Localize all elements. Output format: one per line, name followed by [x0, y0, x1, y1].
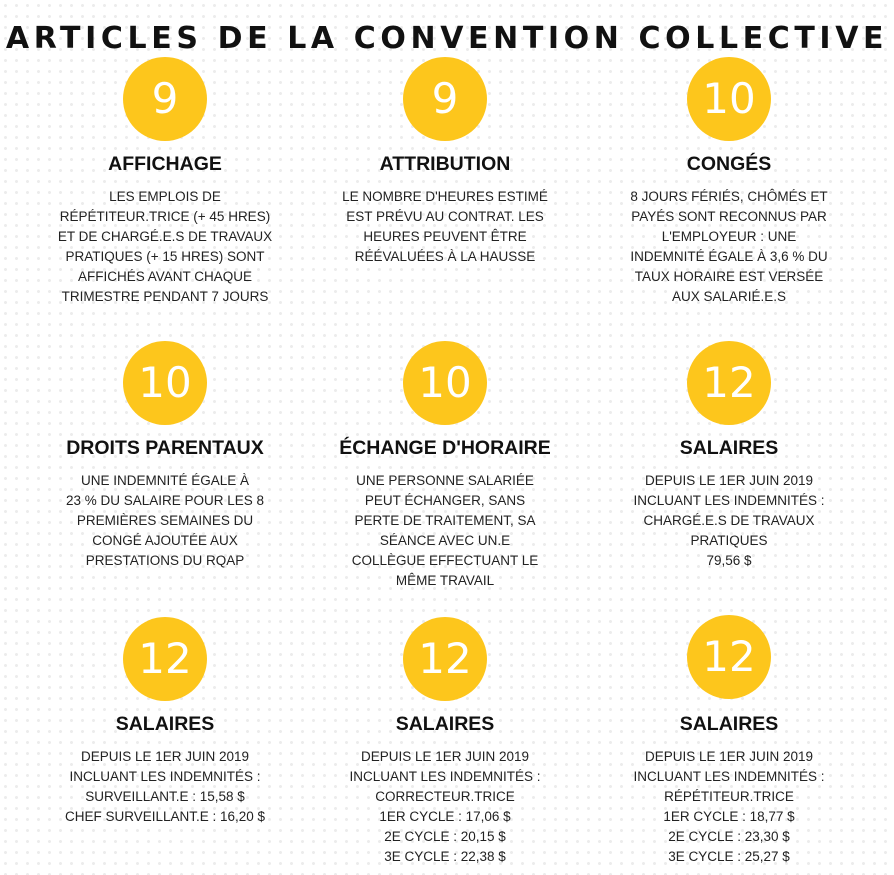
article-text-line: CORRECTEUR.TRICE: [375, 789, 515, 804]
article-title: CONGÉS: [686, 153, 772, 175]
article-number-badge: 9: [123, 57, 207, 141]
article-text-line: PRATIQUES: [690, 533, 768, 548]
article-text-line: LE NOMBRE D'HEURES ESTIMÉ: [342, 189, 548, 204]
article-number-badge: 12: [123, 617, 207, 701]
article-text-line: 2E CYCLE : 23,30 $: [668, 829, 790, 844]
article-title: AFFICHAGE: [108, 153, 222, 175]
article-number-badge: 12: [403, 617, 487, 701]
article-text-line: CHEF SURVEILLANT.E : 16,20 $: [64, 809, 266, 824]
article-number-badge: 10: [403, 341, 487, 425]
article-number-badge: 12: [687, 341, 771, 425]
article-text-line: MÊME TRAVAIL: [395, 573, 495, 588]
article-card-conges: [609, 57, 849, 307]
article-text-line: PRATIQUES (+ 15 HRES) SONT: [65, 249, 265, 264]
article-text-line: PRESTATIONS DU RQAP: [85, 553, 245, 568]
article-text-line: INCLUANT LES INDEMNITÉS :: [633, 493, 825, 508]
article-description: [325, 471, 565, 591]
article-text-line: ET DE CHARGÉ.E.S DE TRAVAUX: [57, 229, 273, 244]
article-text-line: 1ER CYCLE : 18,77 $: [663, 809, 795, 824]
article-number-badge: 9: [403, 57, 487, 141]
article-title: SALAIRES: [395, 713, 495, 735]
article-title: SALAIRES: [679, 437, 779, 459]
article-text-line: 3E CYCLE : 25,27 $: [668, 849, 790, 864]
article-text-line: DEPUIS LE 1ER JUIN 2019: [360, 749, 530, 764]
article-text-line: DEPUIS LE 1ER JUIN 2019: [644, 473, 814, 488]
article-text-line: 8 JOURS FÉRIÉS, CHÔMÉS ET: [630, 189, 828, 204]
article-text-line: INDEMNITÉ ÉGALE À 3,6 % DU: [630, 249, 828, 264]
article-text-line: 1ER CYCLE : 17,06 $: [379, 809, 511, 824]
article-text-line: 23 % DU SALAIRE POUR LES 8: [65, 493, 265, 508]
article-text-line: 3E CYCLE : 22,38 $: [384, 849, 506, 864]
page-title: ARTICLES DE LA CONVENTION COLLECTIVE: [5, 21, 889, 57]
article-text-line: LES EMPLOIS DE: [109, 189, 221, 204]
article-text-line: TRIMESTRE PENDANT 7 JOURS: [61, 289, 269, 304]
article-text-line: TAUX HORAIRE EST VERSÉE: [634, 269, 824, 284]
article-text-line: HEURES PEUVENT ÊTRE: [363, 229, 527, 244]
article-card-salaires-correction: [325, 617, 565, 867]
article-text-line: DEPUIS LE 1ER JUIN 2019: [644, 749, 814, 764]
article-text-line: INCLUANT LES INDEMNITÉS :: [69, 769, 261, 784]
article-text-line: DEPUIS LE 1ER JUIN 2019: [80, 749, 250, 764]
article-number-badge: 12: [687, 615, 771, 699]
article-text-line: SURVEILLANT.E : 15,58 $: [85, 789, 245, 804]
article-text-line: PEUT ÉCHANGER, SANS: [364, 493, 526, 508]
article-text-line: EST PRÉVU AU CONTRAT. LES: [346, 209, 544, 224]
article-description: [609, 747, 849, 867]
article-description: [45, 471, 285, 571]
article-description: [609, 187, 849, 307]
article-card-affichage: [45, 57, 285, 307]
article-card-salaires-travaux-pratiques: [609, 341, 849, 571]
article-text-line: RÉPÉTITEUR.TRICE: [664, 789, 794, 804]
article-text-line: CHARGÉ.E.S DE TRAVAUX: [643, 513, 815, 528]
article-text-line: AFFICHÉS AVANT CHAQUE: [77, 269, 253, 284]
article-description: [45, 187, 285, 307]
article-card-droits-parentaux: [45, 341, 285, 571]
article-text-line: INCLUANT LES INDEMNITÉS :: [633, 769, 825, 784]
article-card-attribution: [325, 57, 565, 267]
article-title: DROITS PARENTAUX: [66, 437, 264, 459]
article-description: [325, 747, 565, 867]
article-text-line: UNE PERSONNE SALARIÉE: [356, 473, 534, 488]
article-text-line: AUX SALARIÉ.E.S: [671, 289, 787, 304]
article-text-line: RÉPÉTITEUR.TRICE (+ 45 HRES): [59, 209, 271, 224]
article-text-line: PAYÉS SONT RECONNUS PAR: [631, 209, 827, 224]
article-text-line: INCLUANT LES INDEMNITÉS :: [349, 769, 541, 784]
article-text-line: 79,56 $: [706, 553, 752, 568]
article-text-line: 2E CYCLE : 20,15 $: [384, 829, 506, 844]
article-description: [45, 747, 285, 827]
article-title: SALAIRES: [679, 713, 779, 735]
article-title: ATTRIBUTION: [379, 153, 511, 175]
article-text-line: L'EMPLOYEUR : UNE: [661, 229, 797, 244]
article-text-line: COLLÈGUE EFFECTUANT LE: [351, 553, 539, 568]
article-number-badge: 10: [123, 341, 207, 425]
article-title: SALAIRES: [115, 713, 215, 735]
article-text-line: CONGÉ AJOUTÉE AUX: [92, 533, 238, 548]
article-text-line: UNE INDEMNITÉ ÉGALE À: [80, 473, 250, 488]
article-text-line: SÉANCE AVEC UN.E: [379, 533, 511, 548]
article-card-salaires-surveillance: [45, 617, 285, 827]
article-description: [325, 187, 565, 267]
article-description: [609, 471, 849, 571]
article-card-salaires-repetition: [609, 615, 849, 867]
article-text-line: PREMIÈRES SEMAINES DU: [76, 513, 254, 528]
article-title: ÉCHANGE D'HORAIRE: [339, 437, 551, 459]
article-text-line: RÉÉVALUÉES À LA HAUSSE: [354, 249, 536, 264]
article-text-line: PERTE DE TRAITEMENT, SA: [354, 513, 536, 528]
article-card-echange-horaire: [325, 341, 565, 591]
article-number-badge: 10: [687, 57, 771, 141]
